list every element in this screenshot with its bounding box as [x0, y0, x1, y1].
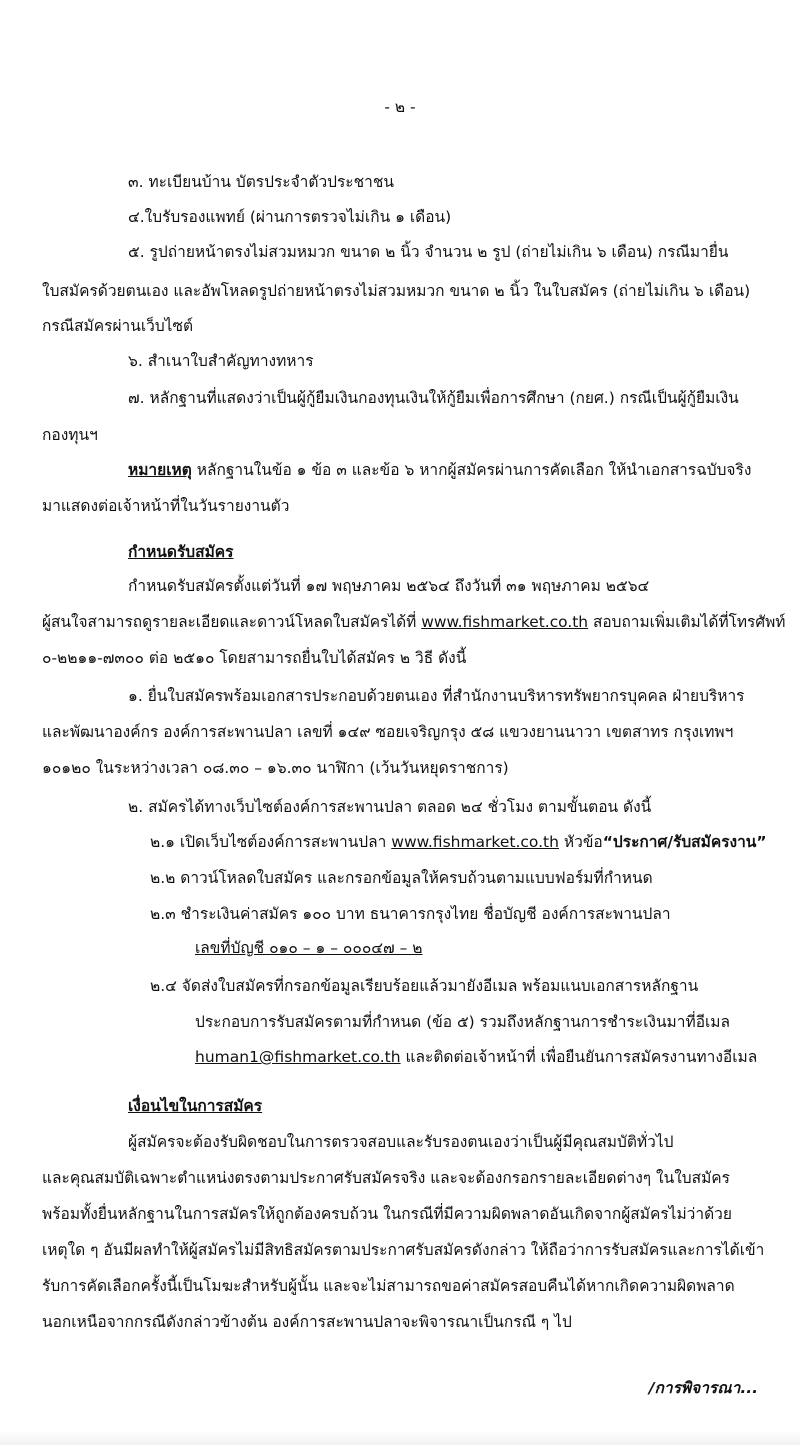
step-2-1-pre: ๒.๑ เปิดเว็บไซต์องค์การสะพานปลา	[150, 833, 392, 851]
scan-edge	[0, 1430, 800, 1445]
email-link[interactable]: human1@fishmarket.co.th	[195, 1048, 401, 1066]
method-2: ๒. สมัครได้ทางเว็บไซต์องค์การสะพานปลา ตลอด ๒๔ ชั่วโมง ตามขั้นตอน ดังนี้	[128, 798, 652, 816]
note-line-2: มาแสดงต่อเจ้าหน้าที่ในวันรายงานตัว	[42, 497, 290, 515]
account-number: เลขที่บัญชี ๐๑๐ – ๑ – ๐๐๐๔๗ – ๒	[195, 939, 423, 957]
doc-item-7-line-1: ๗. หลักฐานที่แสดงว่าเป็นผู้กู้ยืมเงินกองทุนเงินให้กู้ยืมเพื่อการศึกษา (กยศ.) กรณีเป็นผู้กู้ยืมเงิน	[128, 389, 739, 407]
doc-item-3: ๓. ทะเบียนบ้าน บัตรประจำตัวประชาชน	[128, 173, 394, 191]
website-link[interactable]: www.fishmarket.co.th	[421, 613, 589, 631]
page-number: - ๒ -	[384, 98, 416, 116]
note-line-1	[128, 460, 751, 480]
conditions-heading: เงื่อนไขในการสมัคร	[128, 1097, 263, 1115]
conditions-line-3: พร้อมทั้งยื่นหลักฐานในการสมัครให้ถูกต้องครบถ้วน ในกรณีที่มีความผิดพลาดอันเกิดจากผู้สมัครไม่ว่าด้วย	[42, 1205, 732, 1223]
doc-item-5-line-1: ๕. รูปถ่ายหน้าตรงไม่สวมหมวก ขนาด ๒ นิ้ว จำนวน ๒ รูป (ถ่ายไม่เกิน ๖ เดือน) กรณีมายื่น	[128, 243, 729, 261]
step-2-4-line-3	[195, 1047, 757, 1067]
schedule-heading: กำหนดรับสมัคร	[128, 543, 234, 561]
conditions-line-2: และคุณสมบัติเฉพาะตำแหน่งตรงตามประกาศรับสมัครจริง และจะต้องกรอกรายละเอียดต่างๆ ในใบสมัคร	[42, 1169, 730, 1187]
step-2-4-line-2: ประกอบการรับสมัครตามที่กำหนด (ข้อ ๕) รวมถึงหลักฐานการชำระเงินมาที่อีเมล	[195, 1013, 731, 1031]
conditions-line-1: ผู้สมัครจะต้องรับผิดชอบในการตรวจสอบและรับรองตนเองว่าเป็นผู้มีคุณสมบัติทั่วไป	[128, 1133, 674, 1151]
doc-item-7-line-2: กองทุนฯ	[42, 426, 98, 444]
step-2-3: ๒.๓ ชำระเงินค่าสมัคร ๑๐๐ บาท ธนาคารกรุงไทย ชื่อบัญชี องค์การสะพานปลา	[150, 905, 671, 923]
step-2-1-menu: “ประกาศ/รับสมัครงาน”	[602, 833, 767, 851]
step-2-1-website-link[interactable]: www.fishmarket.co.th	[391, 833, 559, 851]
step-2-1-post: หัวข้อ	[558, 833, 603, 851]
method-1-line-2: และพัฒนาองค์กร องค์การสะพานปลา เลขที่ ๑๔๙ ซอยเจริญกรุง ๕๘ แขวงยานนาวา เขตสาทร กรุงเทพฯ	[42, 723, 734, 741]
continued-footer: /การพิจารณา...	[648, 1379, 758, 1397]
schedule-line-3: ๐-๒๒๑๑-๗๓๐๐ ต่อ ๒๕๑๐ โดยสามารถยื่นใบได้สมัคร ๒ วิธี ดังนี้	[42, 649, 467, 667]
method-1-line-3: ๑๐๑๒๐ ในระหว่างเวลา ๐๘.๓๐ – ๑๖.๓๐ นาฬิกา (เว้นวันหยุดราชการ)	[42, 759, 509, 777]
method-1-line-1: ๑. ยื่นใบสมัครพร้อมเอกสารประกอบด้วยตนเอง ที่สำนักงานบริหารทรัพยากรบุคคล ฝ่ายบริหาร	[128, 687, 745, 705]
doc-item-6: ๖. สำเนาใบสำคัญทางทหาร	[128, 352, 314, 370]
conditions-line-6: นอกเหนือจากกรณีดังกล่าวข้างต้น องค์การสะพานปลาจะพิจารณาเป็นกรณี ๆ ไป	[42, 1313, 572, 1331]
note-text: หลักฐานในข้อ ๑ ข้อ ๓ และข้อ ๖ หากผู้สมัครผ่านการคัดเลือก ให้นำเอกสารฉบับจริง	[191, 461, 752, 479]
doc-item-5-line-2: ใบสมัครด้วยตนเอง และอัพโหลดรูปถ่ายหน้าตรงไม่สวมหมวก ขนาด ๒ นิ้ว ในใบสมัคร (ถ่ายไม่เกิน ๖ เดือน)	[42, 282, 751, 300]
conditions-line-4: เหตุใด ๆ อันมีผลทำให้ผู้สมัครไม่มีสิทธิสมัครตามประกาศรับสมัครดังกล่าว ให้ถือว่าการรับสมัครและการได้เข้า	[42, 1241, 765, 1259]
schedule-line-2-pre: ผู้สนใจสามารถดูรายละเอียดและดาวน์โหลดใบสมัครได้ที่	[42, 613, 422, 631]
schedule-line-2-post: สอบถามเพิ่มเติมได้ที่โทรศัพท์	[588, 613, 786, 631]
step-2-1	[150, 832, 767, 852]
conditions-line-5: รับการคัดเลือกครั้งนี้เป็นโมฆะสำหรับผู้นั้น และจะไม่สามารถขอค่าสมัครสอบคืนได้หากเกิดความผิดพลาด	[42, 1277, 735, 1295]
note-label: หมายเหตุ	[128, 461, 192, 479]
doc-item-4: ๔.ใบรับรองแพทย์ (ผ่านการตรวจไม่เกิน ๑ เดือน)	[128, 208, 452, 226]
doc-item-5-line-3: กรณีสมัครผ่านเว็บไซต์	[42, 317, 194, 335]
step-2-4-line-3-post: และติดต่อเจ้าหน้าที่ เพื่อยืนยันการสมัครงานทางอีเมล	[400, 1048, 758, 1066]
step-2-2: ๒.๒ ดาวน์โหลดใบสมัคร และกรอกข้อมูลให้ครบถ้วนตามแบบฟอร์มที่กำหนด	[150, 869, 653, 887]
schedule-line-2	[42, 612, 785, 632]
schedule-line-1: กำหนดรับสมัครตั้งแต่วันที่ ๑๗ พฤษภาคม ๒๕๖๔ ถึงวันที่ ๓๑ พฤษภาคม ๒๕๖๔	[128, 577, 650, 595]
step-2-4-line-1: ๒.๔ จัดส่งใบสมัครที่กรอกข้อมูลเรียบร้อยแล้วมายังอีเมล พร้อมแนบเอกสารหลักฐาน	[150, 977, 699, 995]
